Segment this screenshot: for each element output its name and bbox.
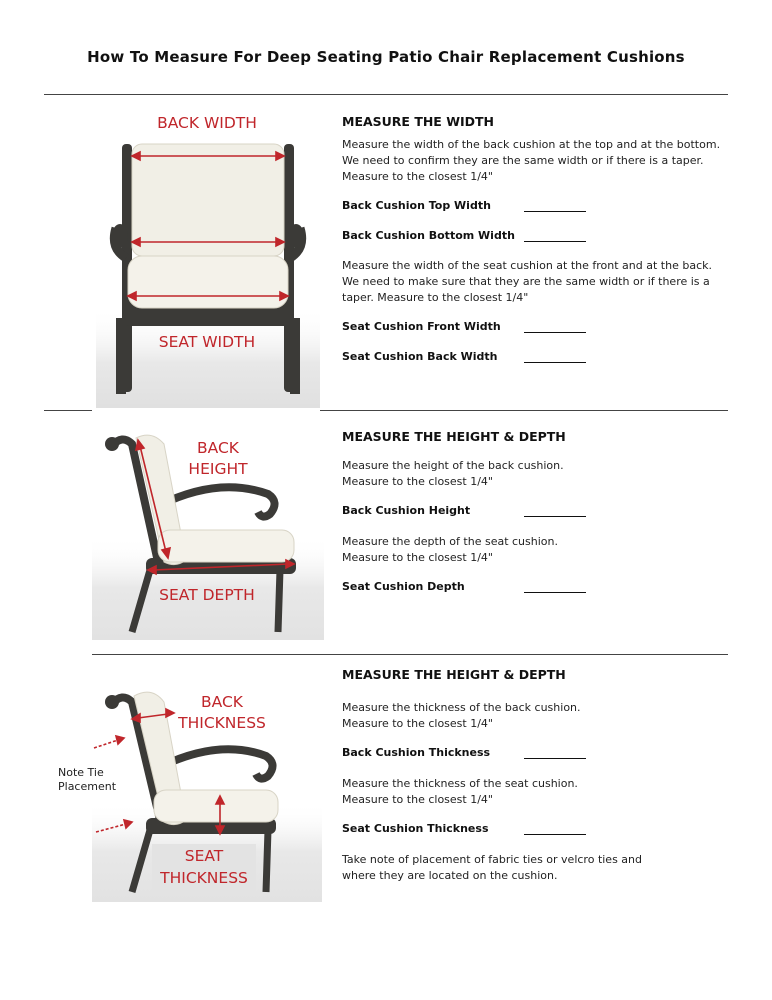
entry-line xyxy=(524,592,586,593)
section-heading: MEASURE THE WIDTH xyxy=(342,114,495,129)
instruction-text: Measure the thickness of the back cushion. Measure to the closest 1/4" xyxy=(342,701,581,730)
label-seat-width: SEAT WIDTH xyxy=(158,333,256,351)
divider xyxy=(92,654,728,655)
label-back-width: BACK WIDTH xyxy=(157,114,257,132)
entry-line xyxy=(524,516,586,517)
instruction-text: Measure the height of the back cushion. Measure to the closest 1/4" xyxy=(342,459,564,488)
field-label-seat-depth: Seat Cushion Depth xyxy=(342,580,465,593)
field-label-seat-back-width: Seat Cushion Back Width xyxy=(342,350,498,363)
instruction-text: Measure the width of the back cushion at the top and at the bottom. We need to confirm they are the same width or if there is a taper. Measure to the closest 1/4" xyxy=(342,138,721,183)
entry-line xyxy=(524,834,586,835)
label-seat-depth: SEAT DEPTH xyxy=(159,586,255,604)
label-back-height-line2: HEIGHT xyxy=(188,460,248,478)
field-label-back-height: Back Cushion Height xyxy=(342,504,471,517)
divider xyxy=(320,410,728,411)
label-seat-thickness-line2: THICKNESS xyxy=(160,869,248,887)
entry-line xyxy=(524,211,586,212)
label-back-thickness-line1: BACK xyxy=(201,693,243,711)
entry-line xyxy=(524,332,586,333)
instruction-text: Measure the depth of the seat cushion. Measure to the closest 1/4" xyxy=(342,535,558,564)
entry-line xyxy=(524,362,586,363)
instruction-text: Measure the thickness of the seat cushion. Measure to the closest 1/4" xyxy=(342,777,578,806)
divider xyxy=(44,410,92,411)
field-label-back-top-width: Back Cushion Top Width xyxy=(342,199,491,212)
field-label-seat-thickness: Seat Cushion Thickness xyxy=(342,822,489,835)
note-tie-placement-line1: Note Tie xyxy=(58,766,104,779)
chair-front-illustration xyxy=(96,108,320,408)
label-back-height-line1: BACK xyxy=(197,439,239,457)
field-label-back-bottom-width: Back Cushion Bottom Width xyxy=(342,229,515,242)
instruction-text: Take note of placement of fabric ties or velcro ties and where they are located on the cushion. xyxy=(342,853,642,882)
label-seat-thickness-line1: SEAT xyxy=(184,847,224,865)
field-label-back-thickness: Back Cushion Thickness xyxy=(342,746,491,759)
section-heading: MEASURE THE HEIGHT & DEPTH xyxy=(342,667,566,682)
field-label-seat-front-width: Seat Cushion Front Width xyxy=(342,320,501,333)
instruction-text: Measure the width of the seat cushion at the front and at the back. We need to make sure that they are the same width or if there is a taper. Measure to the closest 1/4" xyxy=(342,259,712,304)
page-title: How To Measure For Deep Seating Patio Chair Replacement Cushions xyxy=(87,48,685,66)
entry-line xyxy=(524,758,586,759)
label-back-thickness-line2: THICKNESS xyxy=(178,714,266,732)
note-tie-placement-line2: Placement xyxy=(58,780,117,793)
divider xyxy=(44,94,728,95)
section-heading: MEASURE THE HEIGHT & DEPTH xyxy=(342,429,566,444)
entry-line xyxy=(524,241,586,242)
